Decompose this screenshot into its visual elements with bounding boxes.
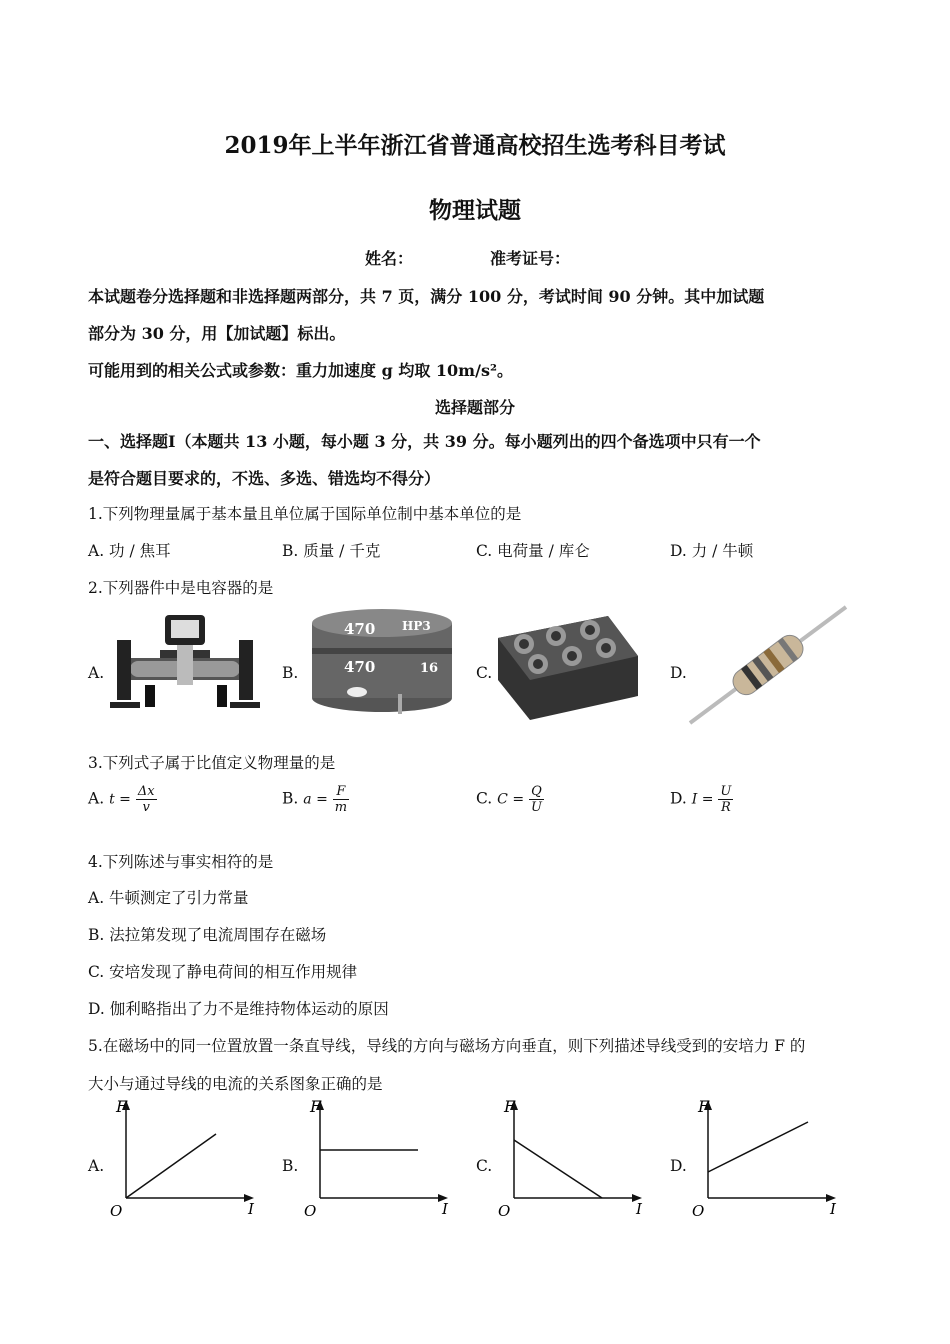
q3-option-d: [670, 784, 733, 815]
cap-label-4: 16: [420, 661, 439, 676]
q4-option-c: C. 安培发现了静电荷间的相互作用规律: [88, 963, 358, 981]
graph-a-origin: O: [110, 1202, 123, 1220]
q2-option-b: B.: [282, 664, 299, 682]
q3-b-fraction: [333, 784, 349, 815]
cap-label-2: HP3: [402, 619, 431, 633]
instructions-line2: 部分为 30 分，用【加试题】标出。: [88, 324, 346, 343]
q5-option-c: C.: [476, 1157, 493, 1175]
q2-option-c: C.: [476, 664, 493, 682]
q4-option-a: A. 牛顿测定了引力常量: [88, 889, 249, 907]
q3-b-denominator: m: [334, 800, 348, 815]
q3-a-lhs: t =: [109, 791, 131, 808]
graph-b-origin: O: [304, 1202, 317, 1220]
q3-c-lhs: C =: [497, 791, 525, 808]
q4-stem: 4.下列陈述与事实相符的是: [88, 853, 274, 871]
graph-d-x-label: I: [830, 1200, 836, 1218]
q3-c-numerator: Q: [529, 784, 544, 800]
q3-option-c: [476, 784, 544, 815]
q3-c-label: C.: [476, 789, 493, 808]
q5-option-d: D.: [670, 1157, 687, 1175]
graph-d-y-label: F: [698, 1097, 710, 1116]
q3-c-fraction: [529, 784, 544, 815]
q3-a-denominator: v: [142, 800, 150, 815]
graph-c-y-label: F: [504, 1097, 516, 1116]
q2-option-a: A.: [88, 664, 105, 682]
capacitor-image: [302, 608, 462, 718]
q5-stem-line2: 大小与通过导线的电流的关系图象正确的是: [88, 1075, 383, 1093]
graph-d: [690, 1096, 850, 1222]
graph-c: [496, 1096, 656, 1222]
name-label: 姓名：: [365, 249, 414, 268]
q3-c-denominator: U: [531, 800, 542, 815]
resistor-image: [688, 605, 848, 725]
q3-b-numerator: F: [333, 784, 349, 800]
q3-d-lhs: I =: [691, 791, 714, 808]
exam-subtitle: 物理试题: [429, 197, 521, 224]
instructions-line3: 可能用到的相关公式或参数：重力加速度 g 均取 10m/s²。: [88, 361, 513, 380]
q3-b-lhs: a =: [303, 791, 328, 808]
q3-a-fraction: [136, 784, 157, 815]
resistance-box-image: [490, 608, 640, 720]
graph-c-origin: O: [498, 1202, 511, 1220]
cap-label-1: 470: [344, 620, 376, 638]
exam-title: 2019年上半年浙江省普通高校招生选考科目考试: [224, 132, 726, 159]
graph-d-origin: O: [692, 1202, 705, 1220]
q1-option-c: C. 电荷量 / 库仑: [476, 542, 590, 560]
q3-d-fraction: [718, 784, 733, 815]
q3-a-numerator: Δx: [137, 784, 155, 799]
q4-option-d: D. 伽利略指出了力不是维持物体运动的原因: [88, 1000, 389, 1018]
q2-stem: 2.下列器件中是电容器的是: [88, 579, 274, 597]
part1-line2: 是符合题目要求的，不选、多选、错选均不得分）: [88, 469, 441, 488]
q3-option-a: [88, 784, 157, 815]
q5-stem-line1: 5.在磁场中的同一位置放置一条直导线，导线的方向与磁场方向垂直，则下列描述导线受到的安培力 F 的: [88, 1037, 806, 1055]
cap-label-3: 470: [344, 658, 376, 676]
q4-option-b: B. 法拉第发现了电流周围存在磁场: [88, 926, 327, 944]
q1-stem: 1.下列物理量属于基本量且单位属于国际单位制中基本单位的是: [88, 505, 522, 523]
graph-b-y-label: F: [310, 1097, 322, 1116]
q5-option-b: B.: [282, 1157, 299, 1175]
q3-d-label: D.: [670, 789, 687, 808]
q3-stem: 3.下列式子属于比值定义物理量的是: [88, 754, 336, 772]
graph-b-x-label: I: [442, 1200, 448, 1218]
instructions-line1: 本试题卷分选择题和非选择题两部分，共 7 页，满分 100 分，考试时间 90 分钟。其中加试题: [88, 287, 765, 306]
q3-a-label: A.: [88, 789, 105, 808]
section-heading: 选择题部分: [434, 398, 515, 417]
id-label: 准考证号：: [490, 249, 571, 268]
q3-option-b: [282, 784, 349, 815]
q5-option-a: A.: [88, 1157, 105, 1175]
graph-a: [108, 1096, 268, 1222]
graph-a-y-label: F: [116, 1097, 128, 1116]
q3-b-label: B.: [282, 789, 299, 808]
q1-option-a: A. 功 / 焦耳: [88, 542, 171, 560]
rheostat-image: [105, 610, 265, 718]
graph-c-x-label: I: [636, 1200, 642, 1218]
q2-option-d: D.: [670, 664, 687, 682]
q3-d-numerator: U: [720, 784, 732, 799]
q1-option-d: D. 力 / 牛顿: [670, 542, 754, 560]
part1-line1: 一、选择题Ⅰ（本题共 13 小题，每小题 3 分，共 39 分。每小题列出的四个备选项中只有一个: [88, 432, 761, 451]
graph-b: [302, 1096, 462, 1222]
q1-option-b: B. 质量 / 千克: [282, 542, 381, 560]
graph-a-x-label: I: [248, 1200, 254, 1218]
q3-d-denominator: R: [720, 800, 731, 815]
